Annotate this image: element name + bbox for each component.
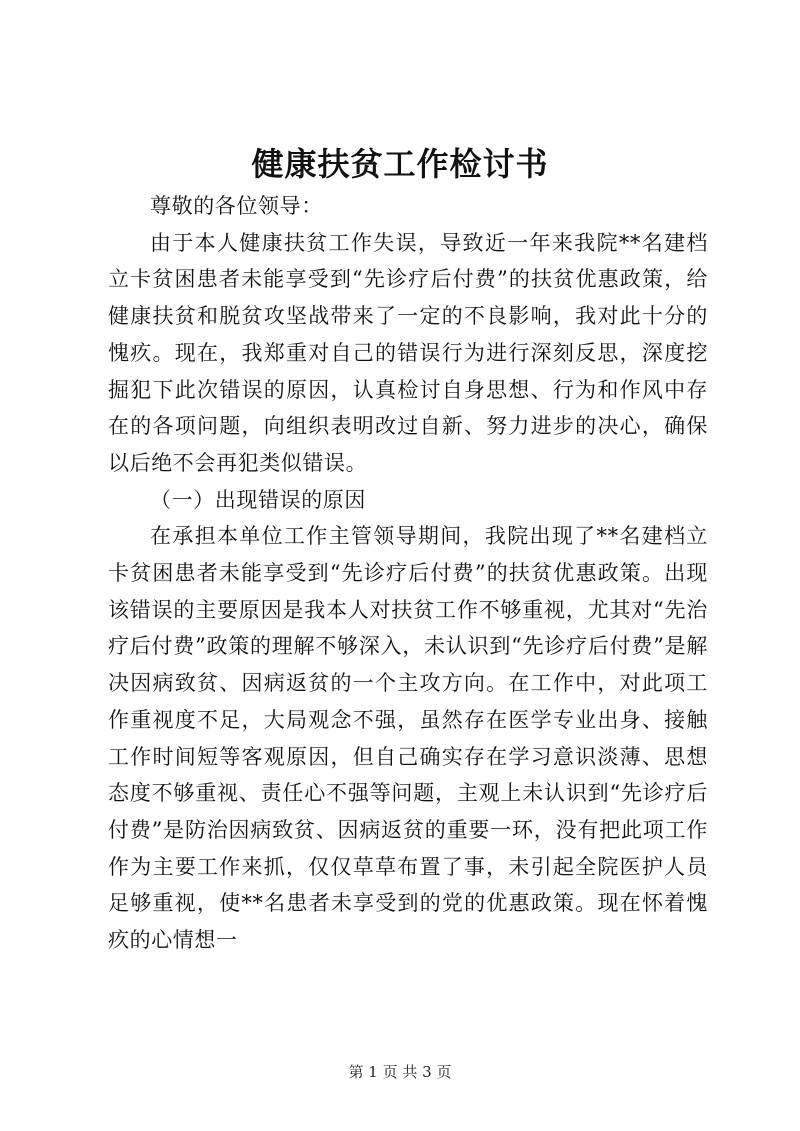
- document-body: [108, 188, 708, 959]
- salutation: 尊敬的各位领导：: [150, 194, 323, 218]
- section-paragraph: 在承担本单位工作主管领导期间，我院出现了**名建档立卡贫困患者未能享受到“先诊疗后付费”的扶贫优惠政策。出现该错误的主要原因是我本人对扶贫工作不够重视，尤其对“先治疗后付费”政策的理解不够深入，未认识到“先诊疗后付费”是解决因病致贫、因病返贫的一个主攻方向。在工作中，对此项工作重视度不足，大局观念不强，虽然存在医学专业出身、接触工作时间短等客观原因，但自己确实存在学习意识淡薄、思想态度不够重视、责任心不强等问题，主观上未认识到“先诊疗后付费”是防治因病致贫、因病返贫的重要一环，没有把此项工作作为主要工作来抓，仅仅草草布置了事，未引起全院医护人员足够重视，使**名患者未享受到的党的优惠政策。现在怀着愧疚的心情想一: [108, 524, 708, 953]
- intro-paragraph: 由于本人健康扶贫工作失误，导致近一年来我院**名建档立卡贫困患者未能享受到“先诊疗后付费”的扶贫优惠政策，给健康扶贫和脱贫攻坚战带来了一定的不良影响，我对此十分的愧疚。现在，我郑重对自己的错误行为进行深刻反思，深度挖掘犯下此次错误的原因，认真检讨自身思想、行为和作风中存在的各项问题，向组织表明改过自新、努力进步的决心，确保以后绝不会再犯类似错误。: [108, 230, 708, 475]
- page-number-footer: 第 1 页 共 3 页: [348, 1063, 452, 1081]
- document-title: 健康扶贫工作检讨书: [251, 145, 549, 183]
- section-heading: （一）出现错误的原因: [150, 487, 366, 512]
